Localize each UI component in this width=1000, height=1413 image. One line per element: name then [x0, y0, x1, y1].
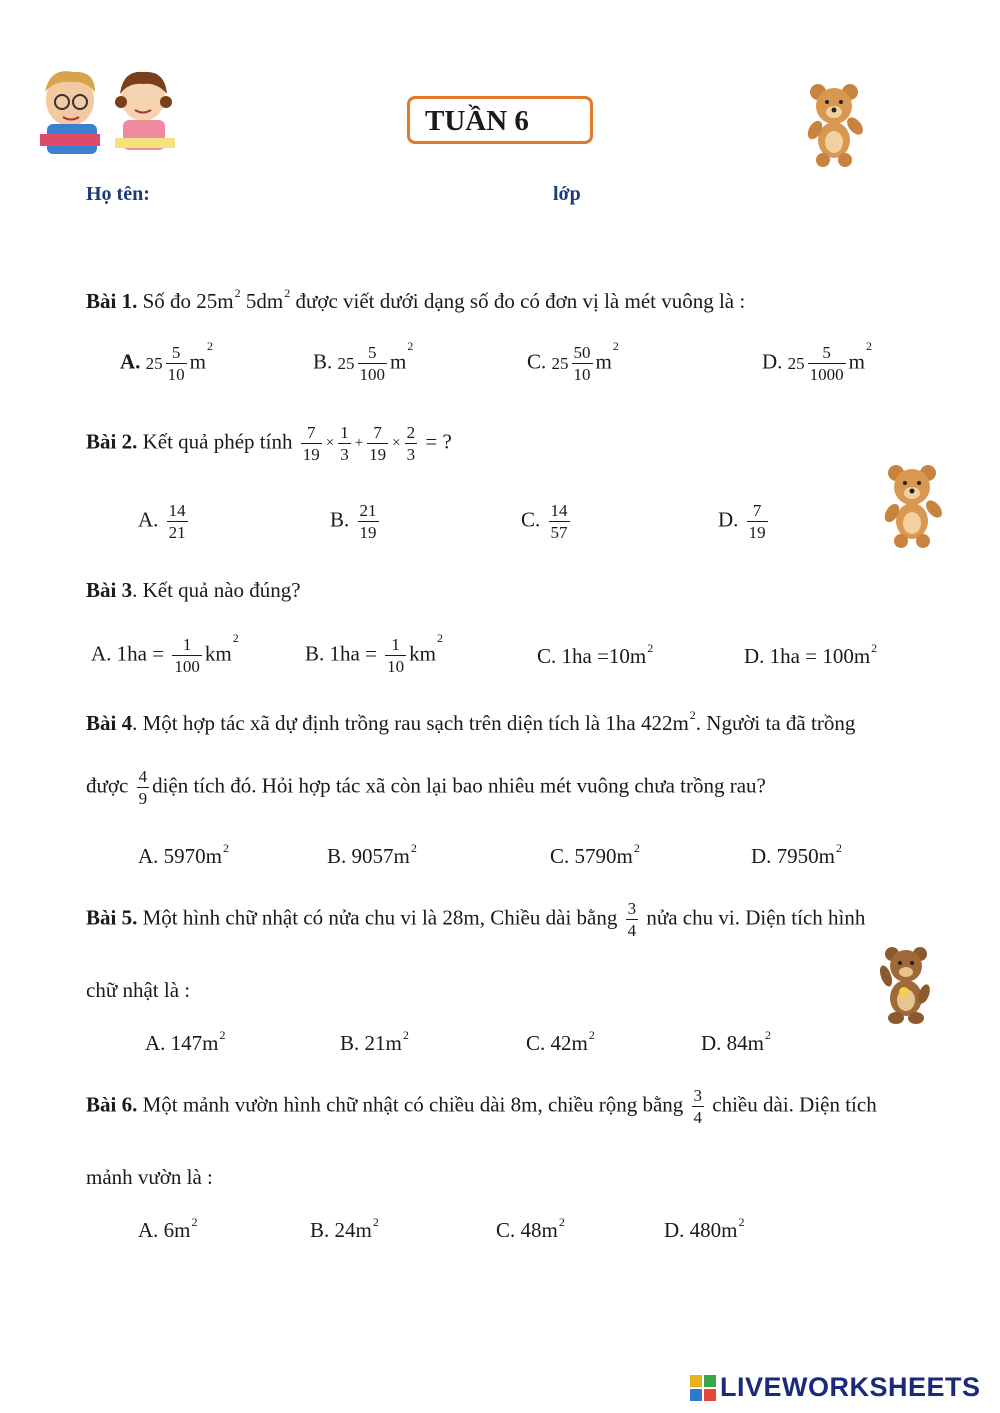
q1-option-d[interactable]: D. 25 $\frac{5}{1000}$ $m^2$ — [762, 339, 873, 384]
q6-option-a[interactable]: A. $6m^2$ — [138, 1215, 198, 1242]
question-6-line-2: mảnh vườn là : — [86, 1165, 213, 1189]
question-6: Bài 6. Một mảnh vườn hình chữ nhật có chiều dài 8m, chiều rộng bằng $\frac{3}{4}$ chiều dài. Diện tích — [86, 1086, 877, 1127]
q4-option-c[interactable]: C. $5790m^2$ — [550, 841, 640, 868]
q4-option-d[interactable]: D. $7950m^2$ — [751, 841, 842, 868]
question-1: Bài 1. Số đo $25m^2$ $5dm^2$ được viết dưới dạng số đo có đơn vị là mét vuông là : — [86, 286, 746, 313]
q3-option-b[interactable]: B. 1ha = $\frac{1}{10}$ $km^2$ — [305, 631, 444, 676]
page-title: TUẦN 6 — [425, 105, 529, 137]
question-4-line-2: được $\frac{4}{9}$ diện tích đó. Hỏi hợp tác xã còn lại bao nhiêu mét vuông chưa trồng rau? — [86, 767, 766, 808]
q4-option-a[interactable]: A. $5970m^2$ — [138, 841, 229, 868]
liveworksheets-logo[interactable] — [690, 1372, 981, 1403]
q5-option-c[interactable]: C. $42m^2$ — [526, 1028, 595, 1055]
bear-waving-icon — [878, 944, 934, 1024]
q5-option-d[interactable]: D. $84m^2$ — [701, 1028, 771, 1055]
name-label: Họ tên: — [86, 183, 150, 205]
question-5: Bài 5. Một hình chữ nhật có nửa chu vi là 28m, Chiều dài bằng $\frac{3}{4}$ nửa chu vi. Diện tích hình — [86, 899, 866, 940]
q3-option-a[interactable]: A. 1ha = $\frac{1}{100}$ $km^2$ — [91, 631, 239, 676]
q6-option-b[interactable]: B. $24m^2$ — [310, 1215, 379, 1242]
q6-option-d[interactable]: D. $480m^2$ — [664, 1215, 745, 1242]
q3-option-d[interactable]: D. $1ha = 100m^2$ — [744, 641, 878, 668]
teddy-bear-icon — [806, 82, 864, 168]
q6-option-c[interactable]: C. $48m^2$ — [496, 1215, 565, 1242]
teddy-bear-icon — [884, 462, 942, 550]
kids-reading-icon — [25, 62, 180, 164]
question-4: Bài 4. Một hợp tác xã dự định trồng rau sạch trên diện tích là 1ha $422m^2$. Người ta đã trồng — [86, 708, 856, 735]
q1-option-c[interactable]: C. 25 $\frac{50}{10}$ $m^2$ — [527, 339, 619, 384]
q3-option-c[interactable]: C. $1ha =10m^2$ — [537, 641, 654, 668]
class-label: lớp — [553, 183, 581, 205]
q1-option-b[interactable]: B. 25 $\frac{5}{100}$ $m^2$ — [313, 339, 414, 384]
logo-text: LIVEWORKSHEETS — [720, 1372, 981, 1402]
q1-option-a[interactable]: A. 25 $\frac{5}{10}$ $m^2$ — [120, 339, 214, 384]
q2-option-d[interactable]: D. $\frac{7}{19}$ — [718, 501, 766, 542]
logo-grid-icon — [690, 1375, 716, 1401]
q4-option-b[interactable]: B. $9057m^2$ — [327, 841, 417, 868]
question-2: Bài 2. Kết quả phép tính $\frac{7}{19}$ × $\frac{1}{3}$ + $\frac{7}{19}$ × $\frac{2}{3}$ = ? — [86, 423, 452, 464]
q2-option-b[interactable]: B. $\frac{21}{19}$ — [330, 501, 377, 542]
q5-option-b[interactable]: B. $21m^2$ — [340, 1028, 409, 1055]
q2-option-c[interactable]: C. $\frac{14}{57}$ — [521, 501, 568, 542]
q2-option-a[interactable]: A. $\frac{14}{21}$ — [138, 501, 186, 542]
question-5-line-2: chữ nhật là : — [86, 978, 191, 1002]
q5-option-a[interactable]: A. $147m^2$ — [145, 1028, 226, 1055]
question-3: Bài 3. Kết quả nào đúng? — [86, 578, 301, 602]
